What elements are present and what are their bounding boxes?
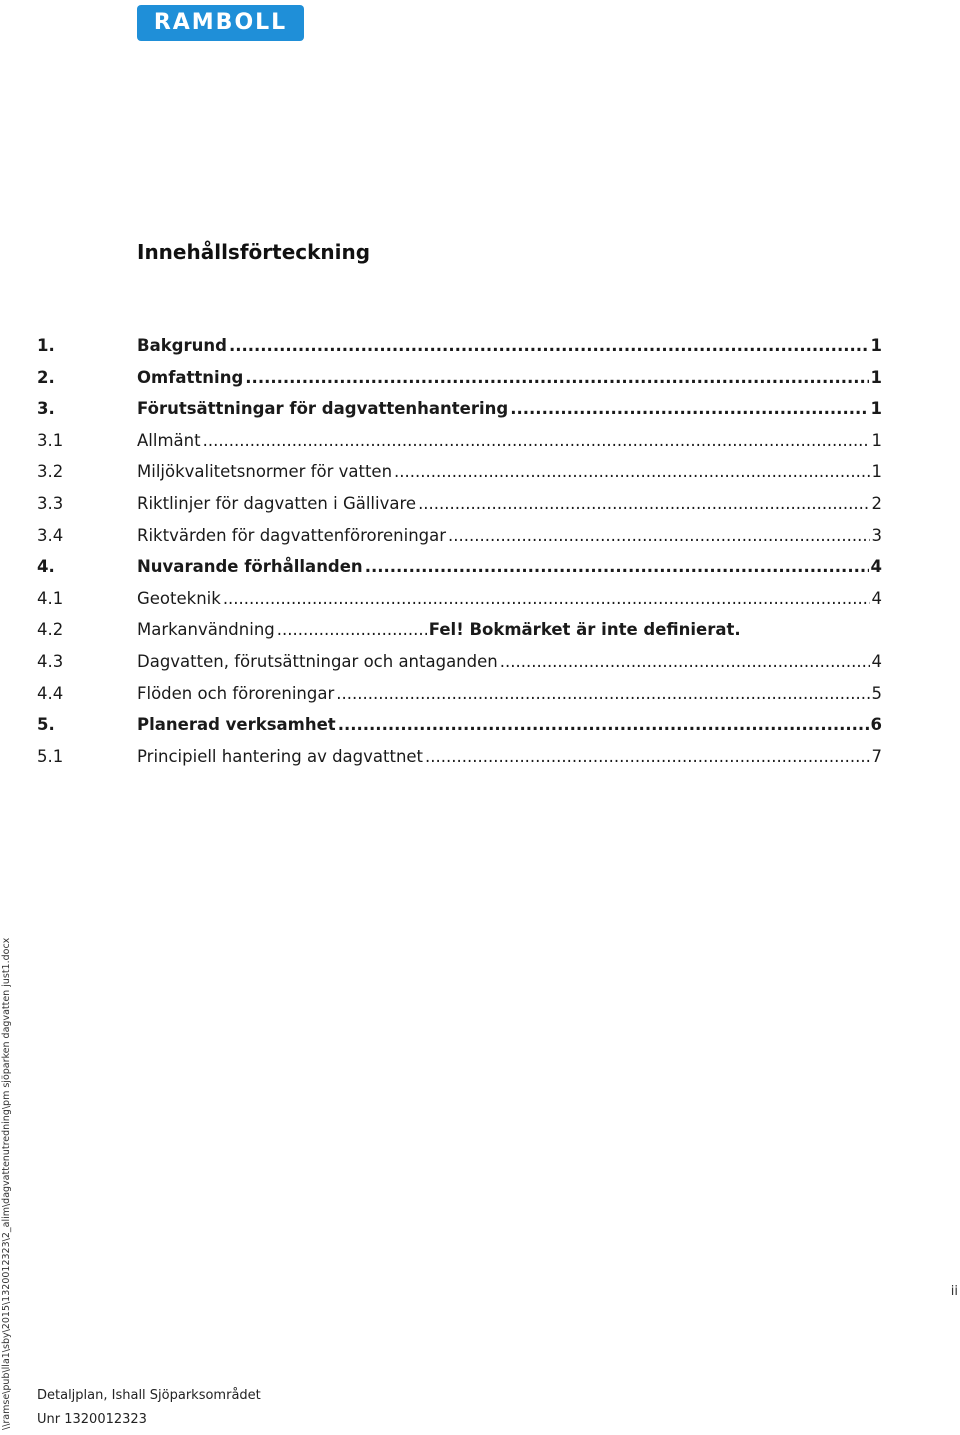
toc-entry-page: 4 bbox=[871, 652, 882, 671]
toc-dot-leader bbox=[448, 526, 869, 545]
toc-entry-number: 3.4 bbox=[37, 526, 64, 545]
toc-entry[interactable] bbox=[37, 399, 882, 423]
toc-dot-leader bbox=[229, 336, 869, 355]
page-number: ii bbox=[950, 1284, 958, 1299]
toc-entry-title: Flöden och föroreningar bbox=[137, 684, 335, 703]
ramboll-logo bbox=[137, 5, 304, 41]
toc-entry-number: 3.3 bbox=[37, 494, 64, 513]
toc-dot-leader bbox=[223, 589, 870, 608]
toc-dot-leader bbox=[277, 620, 427, 639]
toc-entry[interactable] bbox=[37, 652, 882, 676]
toc-entry-title: Nuvarande förhållanden bbox=[137, 557, 363, 576]
toc-entry-title: Förutsättningar för dagvattenhantering bbox=[137, 399, 509, 418]
toc-entry[interactable] bbox=[37, 462, 882, 486]
toc-entry-title: Bakgrund bbox=[137, 336, 227, 355]
footer-project: Detaljplan, Ishall Sjöparksområdet bbox=[37, 1388, 261, 1403]
toc-entry-page: 1 bbox=[870, 336, 882, 355]
toc-dot-leader bbox=[500, 652, 870, 671]
toc-entry-page: Fel! Bokmärket är inte definierat. bbox=[428, 620, 741, 639]
toc-entry[interactable] bbox=[37, 557, 882, 581]
toc-entry[interactable] bbox=[37, 589, 882, 613]
toc-entry[interactable] bbox=[37, 684, 882, 708]
toc-entry-number: 4.4 bbox=[37, 684, 64, 703]
toc-entry-number: 3. bbox=[37, 399, 55, 418]
toc-entry[interactable] bbox=[37, 526, 882, 550]
toc-entry-number: 2. bbox=[37, 368, 55, 387]
toc-entry[interactable] bbox=[37, 747, 882, 771]
toc-entry-number: 5. bbox=[37, 715, 55, 734]
toc-dot-leader bbox=[510, 399, 868, 418]
toc-entry[interactable] bbox=[37, 715, 882, 739]
toc-entry-number: 3.1 bbox=[37, 431, 64, 450]
toc-entry-title: Markanvändning bbox=[137, 620, 275, 639]
toc-entry-title: Miljökvalitetsnormer för vatten bbox=[137, 462, 393, 481]
toc-entry-page: 4 bbox=[870, 557, 882, 576]
footer-unr: Unr 1320012323 bbox=[37, 1412, 147, 1427]
toc-heading: Innehållsförteckning bbox=[137, 240, 371, 264]
toc-entry[interactable] bbox=[37, 431, 882, 455]
toc-dot-leader bbox=[245, 368, 868, 387]
toc-dot-leader bbox=[418, 494, 869, 513]
toc-entry-page: 4 bbox=[871, 589, 882, 608]
toc-entry-title: Geoteknik bbox=[137, 589, 221, 608]
toc-dot-leader bbox=[425, 747, 869, 766]
toc-dot-leader bbox=[365, 557, 869, 576]
toc-entry-title: Omfattning bbox=[137, 368, 244, 387]
toc-entry-title: Riktlinjer för dagvatten i Gällivare bbox=[137, 494, 417, 513]
toc-entry-number: 5.1 bbox=[37, 747, 64, 766]
toc-entry-page: 1 bbox=[870, 368, 882, 387]
toc-entry-number: 4. bbox=[37, 557, 55, 576]
toc-entry[interactable] bbox=[37, 336, 882, 360]
toc-entry[interactable] bbox=[37, 494, 882, 518]
toc-entry[interactable] bbox=[37, 368, 882, 392]
logo-text: RAMBOLL bbox=[153, 10, 288, 35]
toc-entry-page: 1 bbox=[871, 462, 882, 481]
toc-entry-title: Dagvatten, förutsättningar och antaganden bbox=[137, 652, 498, 671]
file-path: \\ramse\pub\lla1\sby\2015\1320012323\2_alim\dagvattenutredning\pm sjöparken dagvatten just1.docx bbox=[1, 937, 12, 1430]
toc-entry-title: Riktvärden för dagvattenföroreningar bbox=[137, 526, 447, 545]
toc-entry-page: 5 bbox=[871, 684, 882, 703]
toc-dot-leader bbox=[394, 462, 869, 481]
toc-entry-title: Principiell hantering av dagvattnet bbox=[137, 747, 424, 766]
toc-entry-number: 4.1 bbox=[37, 589, 64, 608]
toc-entry[interactable] bbox=[37, 620, 882, 644]
toc-entry-page: 3 bbox=[871, 526, 882, 545]
toc-entry-title: Allmänt bbox=[137, 431, 201, 450]
toc-dot-leader bbox=[336, 684, 869, 703]
toc-entry-page: 1 bbox=[870, 399, 882, 418]
toc-entry-title: Planerad verksamhet bbox=[137, 715, 336, 734]
toc-entry-page: 7 bbox=[871, 747, 882, 766]
toc-entry-page: 2 bbox=[871, 494, 882, 513]
toc-dot-leader bbox=[203, 431, 870, 450]
toc-entry-number: 3.2 bbox=[37, 462, 64, 481]
toc-entry-number: 4.3 bbox=[37, 652, 64, 671]
toc-entry-number: 4.2 bbox=[37, 620, 64, 639]
toc-dot-leader bbox=[338, 715, 869, 734]
toc-entry-page: 1 bbox=[871, 431, 882, 450]
toc-entry-page: 6 bbox=[870, 715, 882, 734]
toc-entry-number: 1. bbox=[37, 336, 55, 355]
